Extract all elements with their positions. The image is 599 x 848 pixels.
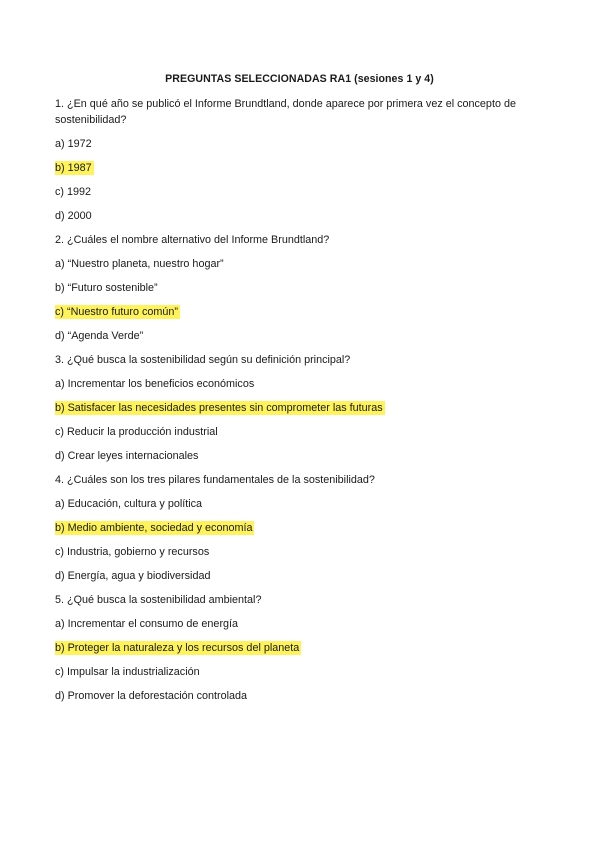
question-2-option-b: b) “Futuro sostenible” <box>55 282 158 294</box>
highlighted-answer: b) Proteger la naturaleza y los recursos del planeta <box>55 642 300 654</box>
question-5-option-d: d) Promover la deforestación controlada <box>55 690 248 702</box>
questions-list <box>55 96 565 704</box>
document-title: PREGUNTAS SELECCIONADAS RA1 (sesiones 1 y 4) <box>165 73 434 85</box>
question-4-option-c: c) Industria, gobierno y recursos <box>55 546 210 558</box>
question-5-text: 5. ¿Qué busca la sostenibilidad ambiental? <box>55 594 262 606</box>
question-4-option-d: d) Energía, agua y biodiversidad <box>55 570 211 582</box>
question-4-text: 4. ¿Cuáles son los tres pilares fundamentales de la sostenibilidad? <box>55 474 375 486</box>
highlighted-answer: b) Satisfacer las necesidades presentes sin comprometer las futuras <box>55 402 383 414</box>
highlighted-answer: b) Medio ambiente, sociedad y economía <box>55 522 253 534</box>
question-3-option-a: a) Incrementar los beneficios económicos <box>55 378 255 390</box>
question-3-text: 3. ¿Qué busca la sostenibilidad según su definición principal? <box>55 354 351 366</box>
question-3-option-b <box>55 400 565 416</box>
question-1-option-b <box>55 160 565 176</box>
question-1-option-c: c) 1992 <box>55 186 92 198</box>
question-1-option-a: a) 1972 <box>55 138 92 150</box>
question-4-option-b <box>55 520 565 536</box>
question-1-text: 1. ¿En qué año se publicó el Informe Brundtland, donde aparece por primera vez el concepto de sostenibilidad? <box>55 98 516 126</box>
question-2-option-a: a) “Nuestro planeta, nuestro hogar” <box>55 258 224 270</box>
question-1-option-d: d) 2000 <box>55 210 92 222</box>
question-5-option-a: a) Incrementar el consumo de energía <box>55 618 239 630</box>
question-2-option-d: d) “Agenda Verde” <box>55 330 144 342</box>
highlighted-answer: b) 1987 <box>55 162 92 174</box>
question-2-option-c <box>55 304 565 320</box>
highlighted-answer: c) “Nuestro futuro común” <box>55 306 179 318</box>
question-3-option-c: c) Reducir la producción industrial <box>55 426 218 438</box>
question-2-text: 2. ¿Cuáles el nombre alternativo del Informe Brundtland? <box>55 234 330 246</box>
question-5-option-c: c) Impulsar la industrialización <box>55 666 200 678</box>
question-4-option-a: a) Educación, cultura y política <box>55 498 203 510</box>
question-3-option-d: d) Crear leyes internacionales <box>55 450 199 462</box>
question-5-option-b <box>55 640 565 656</box>
